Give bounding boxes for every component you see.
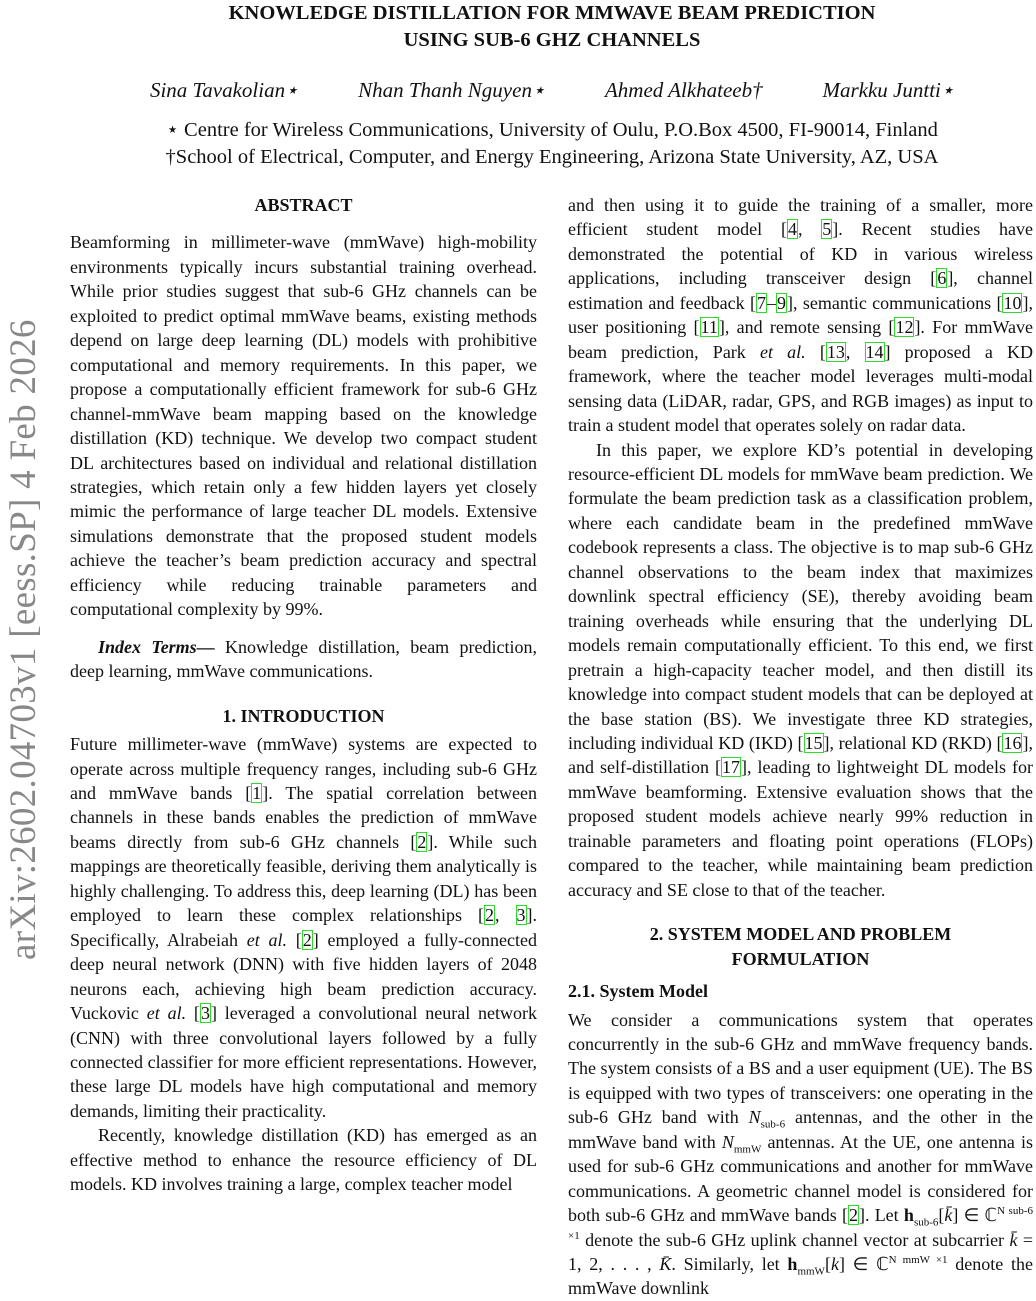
text: – [766, 292, 776, 313]
section-1-heading: 1. INTRODUCTION [222, 705, 385, 726]
text: . Similarly, let [671, 1254, 788, 1275]
text: ]. Let [858, 1205, 904, 1226]
citation-link[interactable]: 1 [252, 782, 262, 803]
text: and then using it to guide the training of a smaller, more efficient student model [ [568, 195, 1033, 240]
citation-link[interactable]: 9 [776, 292, 786, 313]
intro-paragraph-2-continued [568, 193, 1033, 438]
text: , [845, 341, 865, 362]
citation-link[interactable]: 2 [848, 1205, 858, 1226]
subscript: mmW [733, 1143, 762, 1156]
text: In this paper, we explore KD’s potential in developing resource-efficient DL models for mmWave beam prediction. We formulate the beam prediction task as a classification problem, where each candidate beam in the predefined mmWave codebook represents a class. The objective is to map sub-6 GHz channel observations to the beam index that maximizes downlink spectral efficiency (SE), thereby avoiding beam training overheads while ensuring that the underlying DL models remain computationally efficient. To this end, we first pretrain a high-capacity teacher model, and then distill its knowledge into compact student models that can be deployed at the base station (BS). We investigate three KD strategies, including individual KD (IKD) [ [568, 439, 1033, 753]
title-line-1: KNOWLEDGE DISTILLATION FOR MMWAVE BEAM PREDICTION [228, 2, 876, 24]
subscript: sub-6 [760, 1118, 786, 1131]
paper-title [70, 0, 1034, 54]
right-column [568, 193, 1033, 1301]
text: Knowledge distillation, beam prediction, deep learning, mmWave communications. [70, 636, 537, 682]
citation-link[interactable]: 3 [200, 1003, 210, 1024]
text: ]. For mmWave beam prediction, Park [568, 317, 1034, 362]
citation-link[interactable]: 2 [417, 831, 427, 852]
citation-link[interactable]: 3 [516, 905, 526, 926]
italic-text: k̄ [1009, 1229, 1018, 1250]
title-line-2: USING SUB-6 GHZ CHANNELS [403, 29, 701, 51]
text: ] ∈ ℂ [952, 1205, 998, 1226]
text: ], and remote sensing [ [718, 317, 895, 338]
section-2-heading-line-2: FORMULATION [731, 948, 870, 969]
text: denote the sub-6 GHz uplink channel vector at subcarrier [579, 1229, 1010, 1250]
affiliation-2: †School of Electrical, Computer, and Energy Engineering, Arizona State University, AZ, USA [165, 146, 939, 168]
left-column [70, 193, 537, 1197]
author-list [70, 78, 1034, 103]
bold-text: h [787, 1254, 798, 1275]
text: ]. Recent studies have demonstrated the potential of KD in various wireless applications, including transceiver design [ [568, 219, 1034, 289]
section-2-heading-line-1: 2. SYSTEM MODEL AND PROBLEM [649, 924, 952, 945]
text: ] employed a fully-connected deep neural network (DNN) with five hidden layers of 2048 neurons each, achieving high beam prediction accuracy. Vuckovic [70, 929, 537, 1024]
italic-text: et al. [759, 341, 806, 362]
section-2-heading [568, 922, 1033, 971]
text: denote the mmWave downlink [568, 1254, 1033, 1299]
citation-link[interactable]: 13 [826, 341, 845, 362]
index-terms [70, 635, 537, 684]
author: Sina Tavakolian⋆ [149, 78, 299, 102]
citation-link[interactable]: 7 [756, 292, 766, 313]
text: antennas. At the UE, one antenna is used for sub-6 GHz communications and another for mmWave communications. A geometric channel model is considered for both sub-6 GHz and mmWave bands [ [568, 1131, 1033, 1226]
citation-link[interactable]: 4 [787, 219, 797, 240]
intro-paragraph-2-tail [568, 193, 1033, 438]
citation-link[interactable]: 11 [700, 317, 718, 338]
text: = 1, 2, . . . , [568, 1229, 1033, 1275]
citation-link[interactable]: 10 [1003, 292, 1022, 313]
intro-paragraph-1 [70, 732, 537, 1123]
italic-text: K̄ [659, 1254, 672, 1275]
subsection-2-1-heading: 2.1. System Model [568, 981, 708, 1002]
text: ], and self-distillation [ [568, 732, 1033, 778]
text: ]. The spatial correlation between channels in these bands enables the prediction of mmWave beams directly from sub-6 GHz channels [ [70, 782, 537, 852]
text: ] proposed a KD framework, where the teacher model leverages multi-modal sensing data (LiDAR, radar, GPS, and RGB images) as input to train a student model that operates solely on radar data. [568, 341, 1034, 436]
author: Markku Juntti⋆ [822, 78, 955, 102]
text: [ [938, 1205, 945, 1226]
text: ] ∈ ℂ [838, 1254, 889, 1275]
text: ]. Specifically, Alrabeiah [70, 905, 537, 950]
text: [ [805, 341, 826, 362]
citation-link[interactable]: 15 [804, 732, 823, 753]
text: [ [287, 929, 302, 950]
system-model-paragraph [568, 1008, 1033, 1301]
text: ], leading to lightweight DL models for mmWave beamforming. Extensive evaluation shows that the proposed student models achieve nearly 99% reduction in trainable parameters and floating point operations (FLOPs) compared to the teacher, while maintaining beam prediction accuracy and SE close to that of the teacher. [568, 757, 1033, 900]
text: [ [186, 1003, 200, 1024]
citation-link[interactable]: 2 [302, 929, 312, 950]
italic-text: et al. [246, 929, 288, 950]
text: Recently, knowledge distillation (KD) has emerged as an effective method to enhance the resource efficiency of DL models. KD involves training a large, complex teacher model [70, 1125, 537, 1195]
arxiv-stamp: arXiv:2602.04703v1 [eess.SP] 4 Feb 2026 [3, 319, 44, 960]
text: , [797, 219, 822, 240]
text: Future millimeter-wave (mmWave) systems are expected to operate across multiple frequency ranges, including sub-6 GHz and mmWave bands [ [70, 734, 537, 803]
abstract-heading: ABSTRACT [254, 195, 353, 215]
text: , [494, 905, 516, 926]
intro-paragraph-3 [568, 438, 1033, 903]
abstract-body [70, 230, 537, 621]
citation-link[interactable]: 2 [484, 905, 494, 926]
author: Ahmed Alkhateeb† [604, 78, 763, 102]
citation-link[interactable]: 14 [865, 341, 884, 362]
affiliation-1: ⋆ Centre for Wireless Communications, University of Oulu, P.O.Box 4500, FI-90014, Finland [166, 119, 938, 141]
citation-link[interactable]: 17 [722, 757, 741, 778]
text: ] leveraged a convolutional neural network (CNN) with three convolutional layers followed by a fully connected classifier for more efficient representations. However, these large DL models have high computational and memory demands, limiting their practicality. [70, 1003, 538, 1121]
text: ], relational KD (RKD) [ [823, 732, 1003, 753]
text: We consider a communications system that operates concurrently in the sub-6 GHz and mmWave frequency bands. The system consists of a BS and a user equipment (UE). The BS is equipped with two types of transceivers: one operating in the sub-6 GHz band with [568, 1009, 1033, 1128]
superscript: N mmW ×1 [888, 1254, 948, 1267]
text: ], semantic communications [ [786, 292, 1003, 313]
italic-text: k [830, 1254, 839, 1275]
citation-link[interactable]: 12 [895, 317, 914, 338]
subscript: mmW [797, 1265, 825, 1278]
text: ], channel estimation and feedback [ [568, 268, 1033, 313]
text: [ [824, 1254, 831, 1275]
author: Nhan Thanh Nguyen⋆ [358, 78, 546, 102]
text: Beamforming in millimeter-wave (mmWave) high-mobility environments typically incurs substantial training overhead. While prior studies suggest that sub-6 GHz channels can be exploited to predict optimal mmWave beams, existing methods depend on large deep learning (DL) models with prohibitive computational and memory requirements. In this paper, we propose a computationally efficient framework for sub-6 GHz channel-mmWave beam mapping based on the knowledge distillation (KD) technique. We develop two compact student DL architectures based on individual and relational distillation strategies, which retain only a few hidden layers yet closely mimic the performance of large teacher DL models. Extensive simulations demonstrate that the proposed student models achieve the teacher’s beam prediction accuracy and spectral efficiency while reducing trainable parameters and computational complexity by 99%. [70, 232, 537, 620]
italic-text: k̄ [944, 1205, 953, 1226]
citation-link[interactable]: 5 [822, 219, 832, 240]
citation-link[interactable]: 16 [1003, 732, 1022, 753]
italic-text: N [748, 1107, 761, 1128]
superscript: N sub-6 ×1 [568, 1205, 1034, 1242]
italic-text: N [721, 1131, 734, 1152]
text: ]. While such mappings are theoretically feasible, deriving them analytically is highly challenging. To address this, deep learning (DL) has been employed to learn these complex relationships [ [70, 831, 537, 926]
text: ], user positioning [ [568, 292, 1033, 338]
italic-text: et al. [146, 1003, 187, 1024]
citation-link[interactable]: 6 [937, 268, 947, 289]
intro-paragraph-2 [70, 1123, 537, 1196]
text: antennas, and the other in the mmWave band with [568, 1107, 1033, 1152]
bold-text: h [903, 1205, 914, 1226]
index-terms-label: Index Terms— [98, 636, 215, 657]
subscript: sub-6 [913, 1216, 939, 1229]
